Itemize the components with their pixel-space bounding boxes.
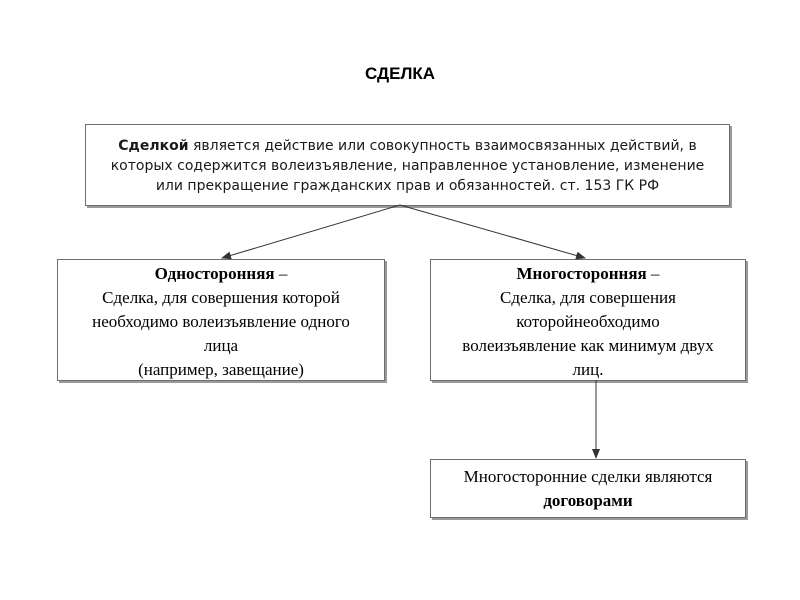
definition-line-3: или прекращение гражданских прав и обязанностей. ст. 153 ГК РФ bbox=[155, 178, 660, 194]
multilateral-dash: – bbox=[646, 264, 660, 283]
definition-line-2: которых содержится волеизъявление, направленное установление, изменение bbox=[110, 158, 705, 174]
definition-term: Сделкой bbox=[118, 138, 189, 154]
unilateral-dash: – bbox=[274, 264, 288, 283]
multilateral-line-2: которойнеобходимо bbox=[516, 312, 660, 331]
contracts-line-1: Многосторонние сделки являются bbox=[463, 467, 713, 486]
multilateral-line-1: Сделка, для совершения bbox=[500, 288, 676, 307]
unilateral-line-1: Сделка, для совершения которой bbox=[102, 288, 340, 307]
unilateral-line-3: лица bbox=[203, 336, 239, 355]
contracts-line-2: договорами bbox=[543, 491, 633, 510]
arrow-to-unilateral bbox=[222, 205, 400, 258]
multilateral-heading: Многосторонняя bbox=[516, 264, 647, 283]
unilateral-line-4: (например, завещание) bbox=[138, 360, 304, 379]
definition-line-1-text: является действие или совокупность взаимосвязанных действий, в bbox=[188, 138, 697, 154]
arrow-to-multilateral bbox=[400, 205, 585, 258]
unilateral-heading: Односторонняя bbox=[154, 264, 275, 283]
multilateral-line-4: лиц. bbox=[572, 360, 604, 379]
unilateral-line-2: необходимо волеизъявление одного bbox=[92, 312, 350, 331]
diagram-title: СДЕЛКА bbox=[364, 64, 436, 83]
multilateral-line-3: волеизъявление как минимум двух bbox=[462, 336, 714, 355]
